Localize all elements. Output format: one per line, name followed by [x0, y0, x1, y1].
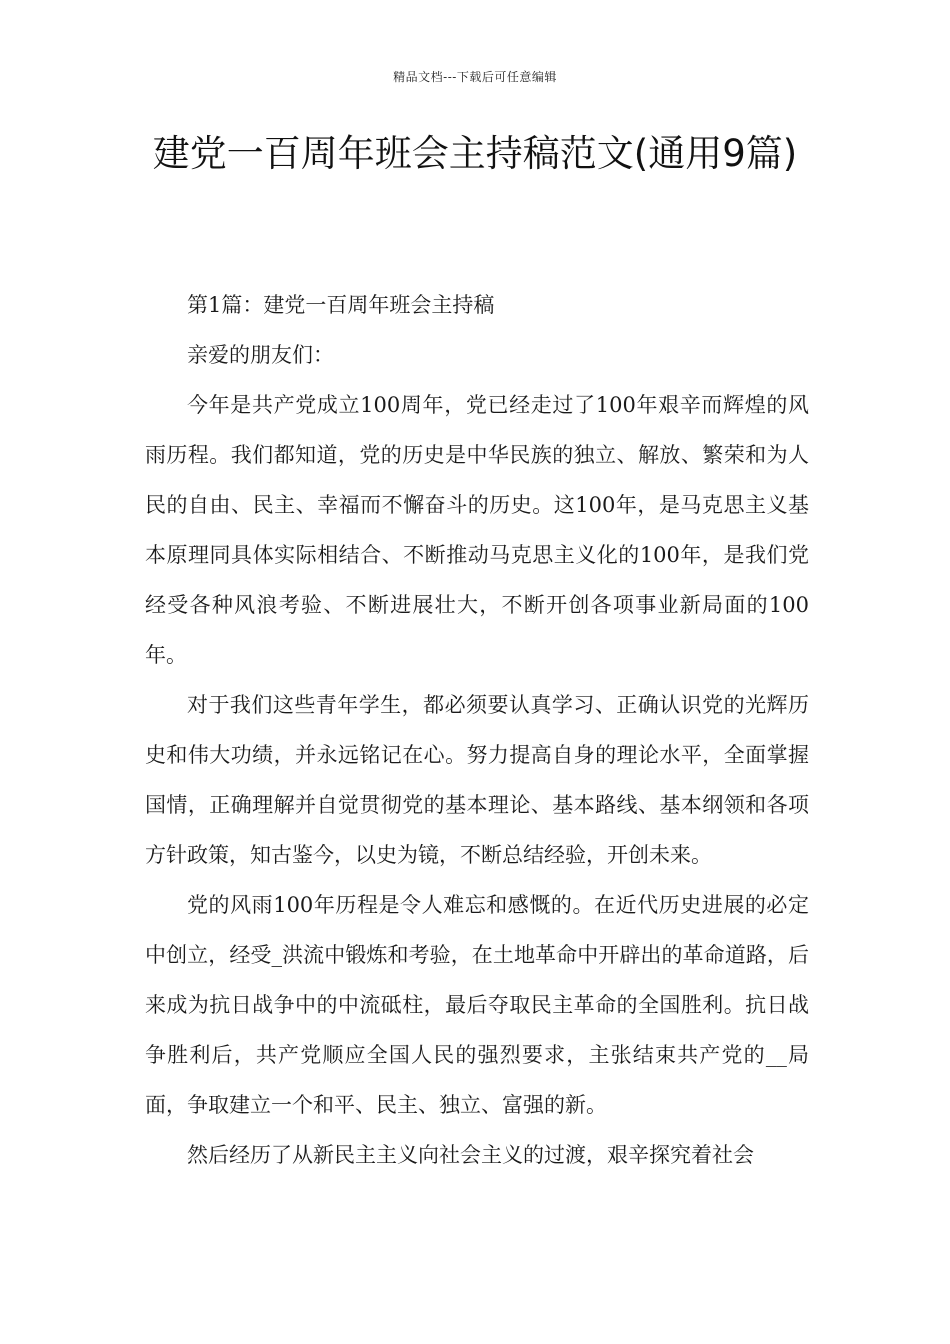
body-paragraph: 然后经历了从新民主主义向社会主义的过渡，艰辛探究着社会	[187, 1143, 754, 1167]
section-heading: 第1篇：建党一百周年班会主持稿	[187, 293, 495, 317]
document-title: 建党一百周年班会主持稿范文(通用9篇)	[152, 132, 798, 175]
document-body	[145, 280, 809, 1180]
body-paragraph: 对于我们这些青年学生，都必须要认真学习、正确认识党的光辉历史和伟大功绩，并永远铭记在心。努力提高自身的理论水平，全面掌握国情，正确理解并自觉贯彻党的基本理论、基本路线、基本纲领和各项方针政策，知古鉴今，以史为镜，不断总结经验，开创未来。	[145, 693, 809, 867]
header-note: 精品文档---下载后可任意编辑	[393, 70, 557, 84]
body-paragraph: 党的风雨100年历程是令人难忘和感慨的。在近代历史进展的必定中创立，经受_洪流中锻炼和考验，在土地革命中开辟出的革命道路，后来成为抗日战争中的中流砥柱，最后夺取民主革命的全国胜利。抗日战争胜利后，共产党顺应全国人民的强烈要求，主张结束共产党的__局面，争取建立一个和平、民主、独立、富强的新。	[145, 893, 809, 1117]
body-paragraph: 今年是共产党成立100周年，党已经走过了100年艰辛而辉煌的风雨历程。我们都知道，党的历史是中华民族的独立、解放、繁荣和为人民的自由、民主、幸福而不懈奋斗的历史。这100年，是马克思主义基本原理同具体实际相结合、不断推动马克思主义化的100年，是我们党经受各种风浪考验、不断进展壮大，不断开创各项事业新局面的100年。	[145, 393, 809, 667]
salutation: 亲爱的朋友们：	[187, 343, 334, 367]
